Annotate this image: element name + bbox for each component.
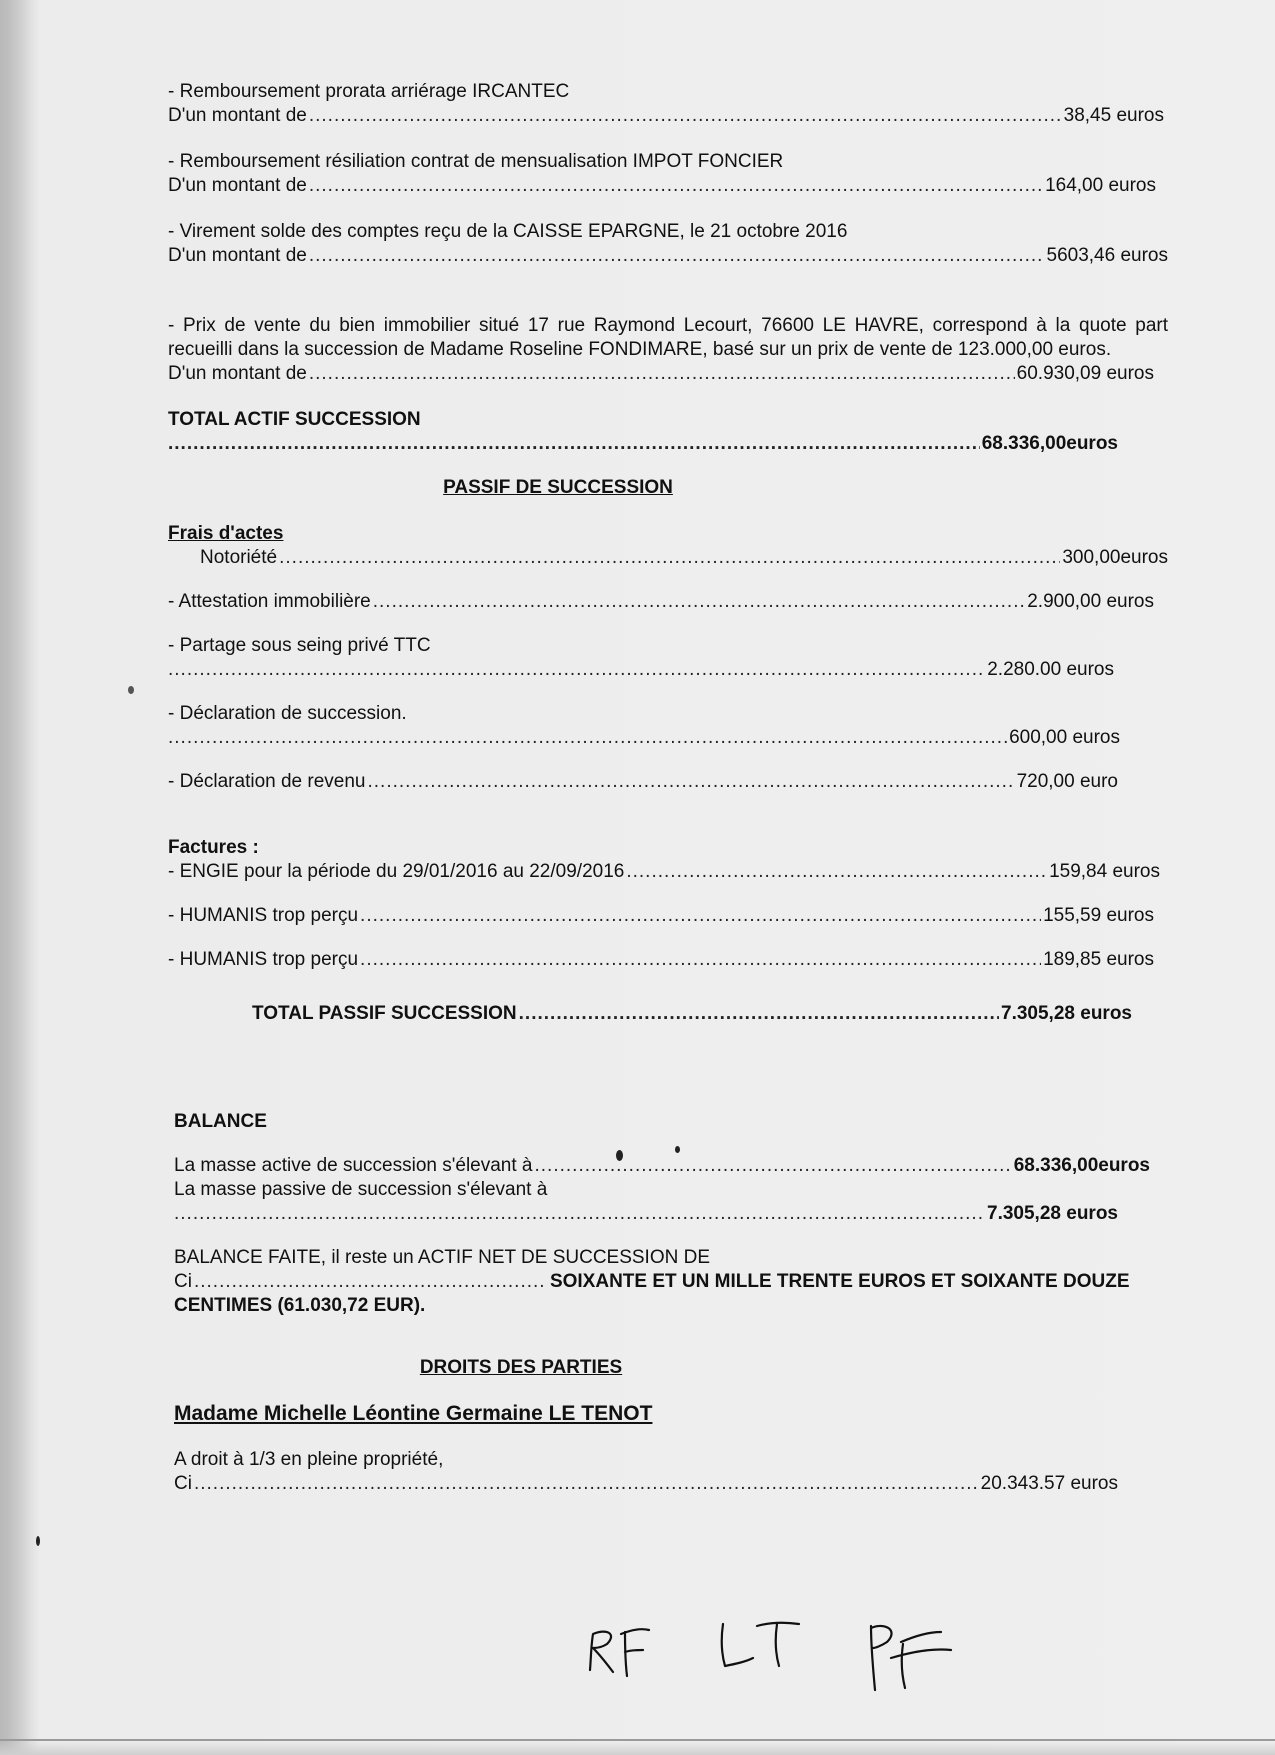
actif-item-amount: 5603,46 euros	[1046, 245, 1168, 266]
dot-leader	[368, 770, 1015, 794]
dot-leader	[168, 658, 985, 682]
frais-amount: 2.900,00 euros	[1027, 591, 1154, 612]
frais-item	[168, 770, 1118, 794]
actif-item-lead: D'un montant de	[168, 175, 307, 196]
frais-item	[168, 634, 1168, 682]
passif-title: PASSIF DE SUCCESSION	[443, 477, 673, 498]
scan-bottom-edge	[0, 1739, 1275, 1755]
dot-leader	[174, 1202, 985, 1226]
total-actif-label: TOTAL ACTIF SUCCESSION	[168, 409, 421, 430]
dot-leader	[519, 1002, 999, 1026]
balance-section	[168, 1110, 1168, 1318]
dot-leader	[626, 860, 1047, 884]
balance-net-words-2: CENTIMES (61.030,72 EUR).	[174, 1295, 426, 1316]
facture-amount: 159,84 euros	[1049, 861, 1160, 882]
document-body	[168, 80, 1168, 1496]
scan-speck	[36, 1536, 40, 1546]
facture-item	[168, 948, 1154, 972]
dot-leader	[373, 590, 1025, 614]
total-actif-amount: 68.336,00euros	[981, 433, 1118, 454]
balance-passive-line	[174, 1202, 1118, 1226]
facture-label: - HUMANIS trop perçu	[168, 949, 359, 970]
scan-speck	[128, 686, 134, 694]
dot-leader	[194, 1472, 979, 1496]
balance-passive-amount: 7.305,28 euros	[987, 1203, 1118, 1224]
factures-list	[168, 860, 1168, 972]
facture-amount: 189,85 euros	[1043, 949, 1154, 970]
balance-ci-label: Ci	[174, 1271, 192, 1292]
dot-leader	[279, 546, 1060, 570]
actif-item-title: - Remboursement prorata arriérage IRCANTEC	[168, 81, 570, 102]
total-passif-amount: 7.305,28 euros	[1001, 1003, 1132, 1024]
frais-amount: 600,00 euros	[1009, 727, 1120, 748]
droits-title: DROITS DES PARTIES	[419, 1357, 623, 1378]
actif-item-title: - Virement solde des comptes reçu de la CAISSE EPARGNE, le 21 octobre 2016	[168, 221, 848, 242]
total-actif-block	[168, 408, 1168, 456]
dot-leader	[194, 1270, 544, 1294]
frais-item	[168, 546, 1168, 570]
frais-label: Notoriété	[200, 547, 278, 568]
scan-speck	[675, 1146, 680, 1153]
dot-leader	[309, 244, 1045, 268]
prix-vente-block	[168, 314, 1168, 386]
droits-amount: 20.343.57 euros	[980, 1473, 1118, 1494]
frais-item	[168, 702, 1168, 750]
actif-item-amount: 38,45 euros	[1063, 105, 1164, 126]
balance-net-words: SOIXANTE ET UN MILLE TRENTE EUROS ET SOIXANTE DOUZE	[549, 1271, 1130, 1292]
dot-leader	[535, 1154, 1012, 1178]
actif-item	[168, 150, 1168, 198]
balance-heading: BALANCE	[174, 1111, 267, 1132]
droits-section	[168, 1402, 1168, 1496]
scan-speck	[616, 1150, 623, 1161]
dot-leader	[360, 948, 1041, 972]
actif-item-title: - Remboursement résiliation contrat de mensualisation IMPOT FONCIER	[168, 151, 784, 172]
actif-item-lead: D'un montant de	[168, 105, 307, 126]
handwritten-initials	[585, 1618, 1005, 1698]
total-passif-label: TOTAL PASSIF SUCCESSION	[252, 1003, 517, 1024]
factures-heading: Factures :	[168, 837, 259, 858]
frais-label: - Partage sous seing privé TTC	[168, 635, 431, 656]
dot-leader	[360, 904, 1041, 928]
prix-vente-amount: 60.930,09 euros	[1016, 363, 1154, 384]
dot-leader	[309, 362, 1015, 386]
facture-amount: 155,59 euros	[1043, 905, 1154, 926]
balance-net-line	[174, 1270, 1170, 1294]
prix-vente-text: - Prix de vente du bien immobilier situé 17 rue Raymond Lecourt, 76600 LE HAVRE, correspond à la quote part recueilli dans la succession de Madame Roseline FONDIMARE, basé sur un prix de vente de 123.000,00 euros.	[168, 315, 1168, 360]
balance-faite-line: BALANCE FAITE, il reste un ACTIF NET DE SUCCESSION DE	[174, 1247, 711, 1268]
facture-item	[168, 904, 1154, 928]
actif-item	[168, 220, 1168, 268]
dot-leader	[309, 104, 1062, 128]
balance-active-line	[174, 1154, 1150, 1178]
actif-items	[168, 80, 1168, 268]
droits-amount-line	[174, 1472, 1118, 1496]
actif-item-amount: 164,00 euros	[1045, 175, 1156, 196]
dot-leader	[309, 174, 1043, 198]
balance-active-label: La masse active de succession s'élevant à	[174, 1155, 533, 1176]
total-passif	[252, 1002, 1132, 1026]
scan-shadow-edge	[0, 0, 40, 1755]
frais-label: - Déclaration de succession.	[168, 703, 407, 724]
frais-amount: 300,00euros	[1062, 547, 1168, 568]
frais-amount: 720,00 euro	[1016, 771, 1118, 792]
facture-label: - HUMANIS trop perçu	[168, 905, 359, 926]
initials-drawing	[585, 1618, 1005, 1698]
balance-active-amount: 68.336,00euros	[1013, 1155, 1150, 1176]
dot-leader	[168, 432, 980, 456]
balance-passive-label: La masse passive de succession s'élevant à	[174, 1179, 548, 1200]
frais-list	[168, 546, 1168, 794]
person-name: Madame Michelle Léontine Germaine LE TENOT	[174, 1402, 653, 1425]
prix-vente-lead: D'un montant de	[168, 363, 307, 384]
droits-ci-label: Ci	[174, 1473, 192, 1494]
frais-item	[168, 590, 1154, 614]
actif-item	[168, 80, 1168, 128]
actif-item-lead: D'un montant de	[168, 245, 307, 266]
facture-label: - ENGIE pour la période du 29/01/2016 au 22/09/2016	[168, 861, 625, 882]
facture-item	[168, 860, 1160, 884]
frais-amount: 2.280.00 euros	[987, 659, 1114, 680]
frais-label: - Attestation immobilière	[168, 591, 371, 612]
frais-heading: Frais d'actes	[168, 523, 284, 544]
droits-share-text: A droit à 1/3 en pleine propriété,	[174, 1449, 444, 1470]
dot-leader	[168, 726, 1007, 750]
frais-label: - Déclaration de revenu	[168, 771, 366, 792]
